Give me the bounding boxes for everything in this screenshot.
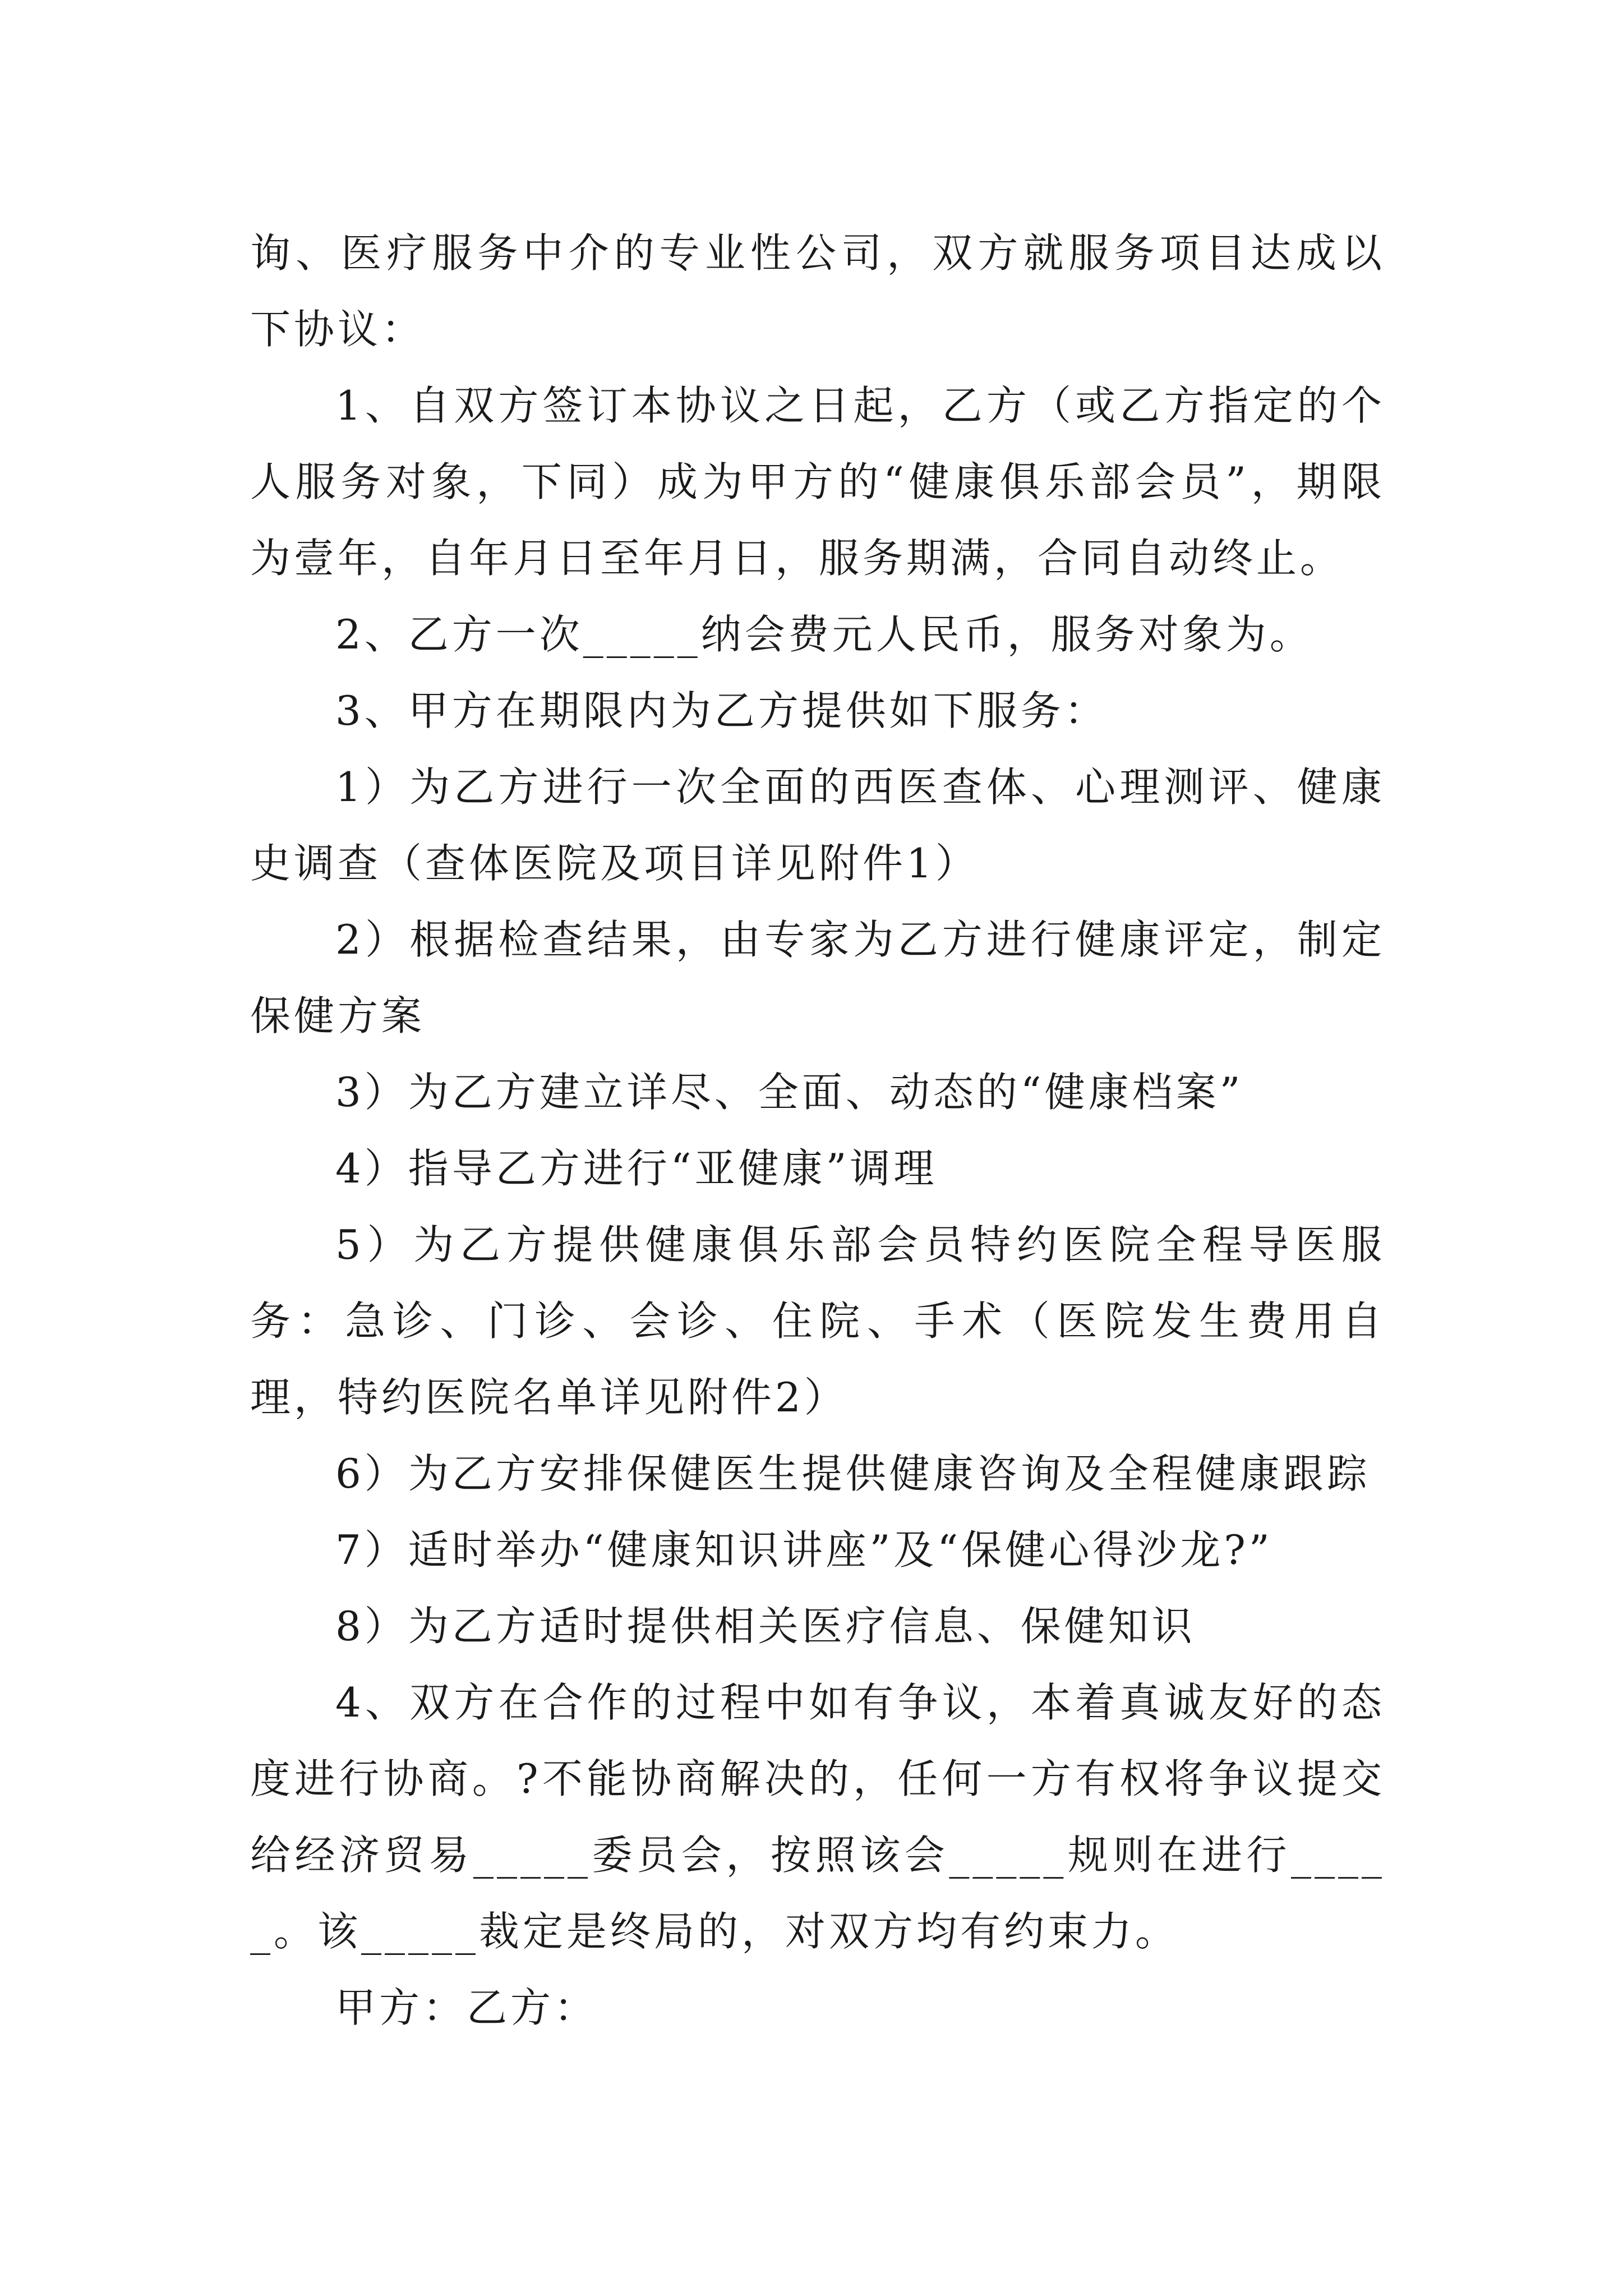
paragraph-service-4: 4）指导乙方进行“亚健康”调理 — [335, 1145, 938, 1192]
paragraph-service-6: 6）为乙方安排保健医生提供健康咨询及全程健康跟踪 — [335, 1450, 1371, 1497]
paragraph-clause-2: 2、乙方一次_____纳会费元人民币，服务对象为。 — [335, 611, 1313, 658]
paragraph-service-1: 1）为乙方进行一次全面的西医查体、心理测评、健康史调查（查体医院及项目详见附件1） — [250, 763, 1385, 887]
paragraph-clause-3: 3、甲方在期限内为乙方提供如下服务： — [335, 687, 1108, 734]
document-body — [250, 215, 1385, 2046]
paragraph-service-2: 2）根据检查结果，由专家为乙方进行健康评定，制定保健方案 — [250, 916, 1385, 1039]
signature-line: 甲方：乙方： — [335, 1984, 598, 2031]
paragraph-clause-4: 4、双方在合作的过程中如有争议，本着真诚友好的态度进行协商。?不能协商解决的，任何一方有权将争议提交给经济贸易_____委员会，按照该会_____规则在进行_____。该_____裁定是终局的，对双方均有约束力。 — [250, 1679, 1385, 1955]
paragraph-clause-1: 1、自双方签订本协议之日起，乙方（或乙方指定的个人服务对象，下同）成为甲方的“健康俱乐部会员”，期限为壹年，自年月日至年月日，服务期满，合同自动终止。 — [250, 382, 1385, 582]
paragraph-service-5: 5）为乙方提供健康俱乐部会员特约医院全程导医服务：急诊、门诊、会诊、住院、手术（医院发生费用自理，特约医院名单详见附件2） — [250, 1221, 1385, 1421]
paragraph-service-8: 8）为乙方适时提供相关医疗信息、保健知识 — [335, 1603, 1196, 1650]
paragraph-intro: 询、医疗服务中介的专业性公司，双方就服务项目达成以下协议： — [250, 229, 1385, 353]
paragraph-service-3: 3）为乙方建立详尽、全面、动态的“健康档案” — [335, 1069, 1244, 1116]
paragraph-service-7: 7）适时举办“健康知识讲座”及“保健心得沙龙?” — [335, 1526, 1273, 1573]
